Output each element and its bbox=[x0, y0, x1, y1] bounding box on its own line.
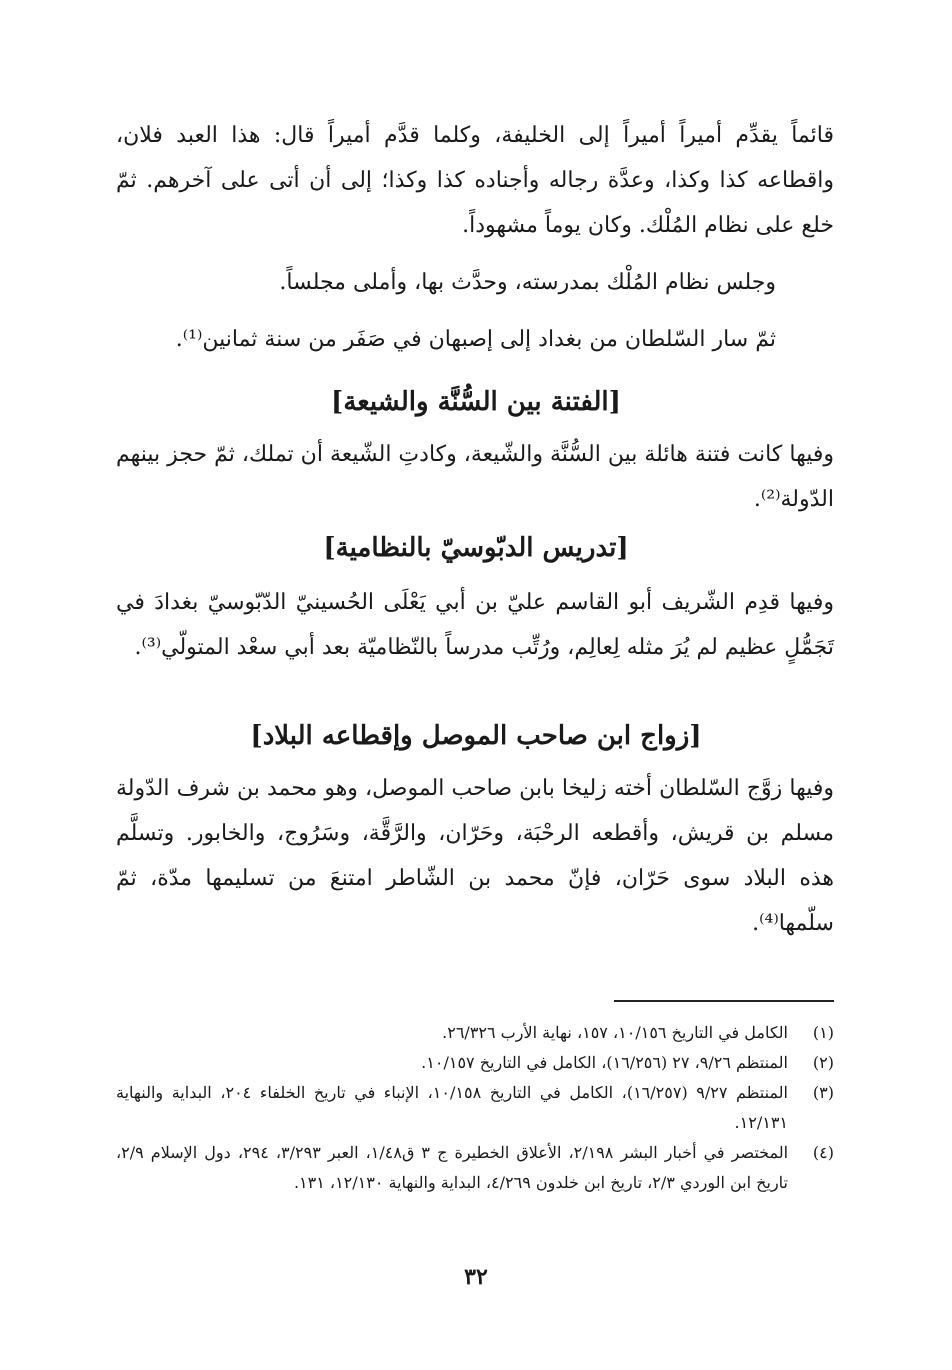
footnote-number: (٢) bbox=[812, 1053, 834, 1072]
paragraph: وفيها كانت فتنة هائلة بين السُّنَّة والشّيعة، وكادتِ الشّيعة أن تملك، ثمّ حجز بينهم الدّولة⁽²⁾. bbox=[116, 442, 834, 512]
footnote-text: المختصر في أخبار البشر ٢/١٩٨، الأعلاق الخطيرة ج ٣ ق١/٤٨، العبر ٣/٢٩٣، ٢٩٤، دول الإسلام ٢/٩، تاريخ ابن الوردي ٢/٣، تاريخ ابن خلدون ٤/٢٦٩، البداية والنهاية ١٢/١٣٠، ١٣١. bbox=[116, 1143, 789, 1192]
section-2-text bbox=[116, 432, 834, 522]
footnotes bbox=[116, 1018, 834, 1198]
footnote-text: المنتظم ٩/٢٧ (١٦/٢٥٧)، الكامل في التاريخ ١٠/١٥٨، الإنباء في تاريخ الخلفاء ٢٠٤، البداية والنهاية ١٢/١٣١. bbox=[116, 1083, 788, 1132]
footnote-text: الكامل في التاريخ ١٠/١٥٦، ١٥٧، نهاية الأرب ٢٦/٣٢٦. bbox=[442, 1023, 788, 1042]
section-heading: [تدريس الدبّوسيّ بالنظامية] bbox=[323, 533, 629, 563]
footnote bbox=[116, 1138, 834, 1198]
page-number: ٣٢ bbox=[464, 1264, 488, 1290]
footnote-number: (٣) bbox=[812, 1083, 834, 1102]
paragraph: ثمّ سار السّلطان من بغداد إلى إصبهان في صَفَر من سنة ثمانين⁽¹⁾. bbox=[175, 327, 776, 352]
footnote-text: المنتظم ٩/٢٦، ٢٧ (١٦/٢٥٦)، الكامل في التاريخ ١٠/١٥٧. bbox=[421, 1053, 788, 1072]
footnote-number: (٤) bbox=[812, 1143, 834, 1162]
paragraph: قائماً يقدِّم أميراً أميراً إلى الخليفة، وكلما قدَّم أميراً قال: هذا العبد فلان، واقطاعه كذا وكذا، وعدَّة رجاله وأجناده كذا وكذا؛ إلى أن أتى على آخرهم. ثمّ خلع على نظام المُلْك. وكان يوماً مشهوداً. bbox=[116, 123, 834, 238]
section-4-text bbox=[116, 766, 834, 946]
section-heading: [زواج ابن صاحب الموصل وإقطاعه البلاد] bbox=[250, 721, 702, 751]
section-heading: [الفتنة بين السُّنَّة والشيعة] bbox=[331, 387, 621, 417]
paragraph: وفيها زوَّج السّلطان أخته زليخا بابن صاحب الموصل، وهو محمد بن شرف الدّولة مسلم بن قريش، وأقطعه الرحْبَة، وحَرّان، والرَّقَّة، وسَرُوج، والخابور. وتسلَّم هذه البلاد سوى حَرّان، فإنّ محمد بن الشّاطر امتنعَ من تسليمها مدّة، ثمّ سلّمها⁽⁴⁾. bbox=[116, 776, 834, 936]
footnote-divider bbox=[614, 1000, 834, 1002]
section-3-text bbox=[116, 580, 834, 670]
section-1-text bbox=[116, 113, 834, 362]
footnote bbox=[116, 1048, 834, 1078]
paragraph: وفيها قدِم الشّريف أبو القاسم عليّ بن أبي يَعْلَى الحُسينيّ الدّبّوسيّ بغدادَ في تَجَمُّلٍ عظيم لم يُرَ مثله لِعالِم، ورُتِّب مدرساً بالنّظاميّة بعد أبي سعْد المتولّي⁽³⁾. bbox=[116, 590, 834, 660]
paragraph: وجلس نظام المُلْك بمدرسته، وحدَّث بها، وأملى مجلساً. bbox=[279, 270, 776, 295]
footnote bbox=[116, 1018, 834, 1048]
footnote-number: (١) bbox=[812, 1023, 834, 1042]
footnote bbox=[116, 1078, 834, 1138]
